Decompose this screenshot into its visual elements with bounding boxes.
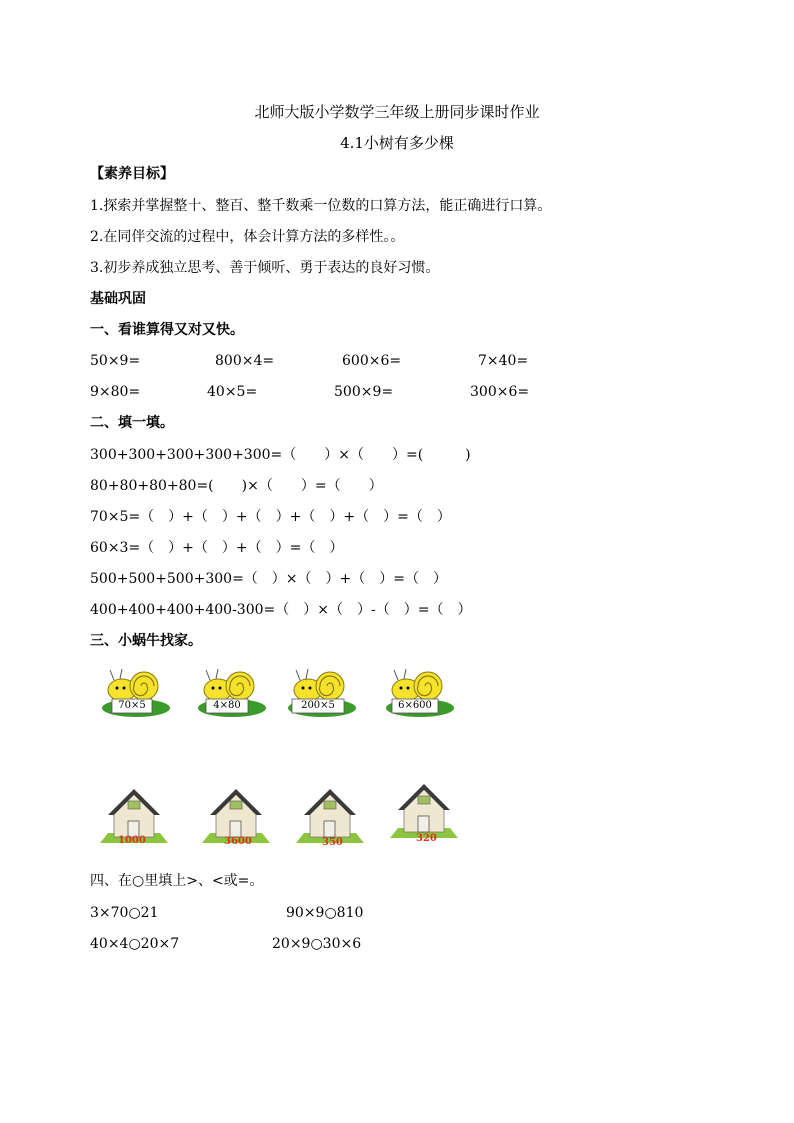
section1-heading: 一、看谁算得又对又快。 xyxy=(90,322,244,338)
fill-line: 400+400+400+400-300=（ ）×（ ）-（ ）=（ ） xyxy=(90,602,472,618)
compare-item: 40×4○20×7 xyxy=(90,936,180,952)
house-card xyxy=(200,783,272,849)
house-number: 3600 xyxy=(224,836,252,847)
goal-item: 2.在同伴交流的过程中，体会计算方法的多样性。。 xyxy=(90,229,405,245)
compare-item: 90×9○810 xyxy=(286,905,364,921)
calc-item: 500×9= xyxy=(334,384,394,400)
house-number: 350 xyxy=(322,837,343,848)
fill-line: 60×3=（ ）+（ ）+（ ）=（ ） xyxy=(90,540,344,556)
goal-item: 3.初步养成独立思考、善于倾听、勇于表达的良好习惯。 xyxy=(90,260,440,276)
snail-card xyxy=(100,664,172,720)
house-card xyxy=(294,783,366,849)
house-card xyxy=(98,783,170,849)
goals-heading: 【素养目标】 xyxy=(90,166,174,182)
snail-card xyxy=(196,664,268,720)
fill-line: 500+500+500+300=（ ）×（ ）+（ ）=（ ） xyxy=(90,571,447,587)
compare-item: 20×9○30×6 xyxy=(272,936,362,952)
calc-item: 300×6= xyxy=(470,384,530,400)
snail-label: 6×600 xyxy=(398,700,432,711)
snail-label: 70×5 xyxy=(118,700,146,711)
snail-label: 4×80 xyxy=(213,700,241,711)
fill-line: 80+80+80+80=( )×（ ）=（ ） xyxy=(90,478,383,494)
house-number: 1000 xyxy=(118,835,146,846)
house-card xyxy=(388,778,460,844)
section3-heading: 三、小蜗牛找家。 xyxy=(90,633,202,649)
calc-item: 600×6= xyxy=(342,353,402,369)
calc-item: 7×40= xyxy=(478,353,529,369)
calc-item: 50×9= xyxy=(90,353,141,369)
snail-card xyxy=(286,664,358,720)
page-title: 北师大版小学数学三年级上册同步课时作业 xyxy=(254,103,540,121)
fill-line: 300+300+300+300+300=（ ）×（ ）=( ) xyxy=(90,447,471,463)
section2-heading: 二、填一填。 xyxy=(90,415,174,431)
calc-item: 40×5= xyxy=(207,384,258,400)
goal-item: 1.探索并掌握整十、整百、整千数乘一位数的口算方法，能正确进行口算。 xyxy=(90,198,552,214)
calc-item: 9×80= xyxy=(90,384,141,400)
lesson-subtitle: 4.1小树有多少棵 xyxy=(340,134,454,152)
snail-card xyxy=(384,664,456,720)
snail-label: 200×5 xyxy=(301,700,335,711)
fill-line: 70×5=（ ）+（ ）+（ ）+（ ）+（ ）=（ ） xyxy=(90,509,451,525)
calc-item: 800×4= xyxy=(215,353,275,369)
section4-heading: 四、在○里填上>、<或=。 xyxy=(90,873,264,889)
basics-heading: 基础巩固 xyxy=(90,291,146,307)
house-number: 320 xyxy=(416,833,437,844)
compare-item: 3×70○21 xyxy=(90,905,159,921)
